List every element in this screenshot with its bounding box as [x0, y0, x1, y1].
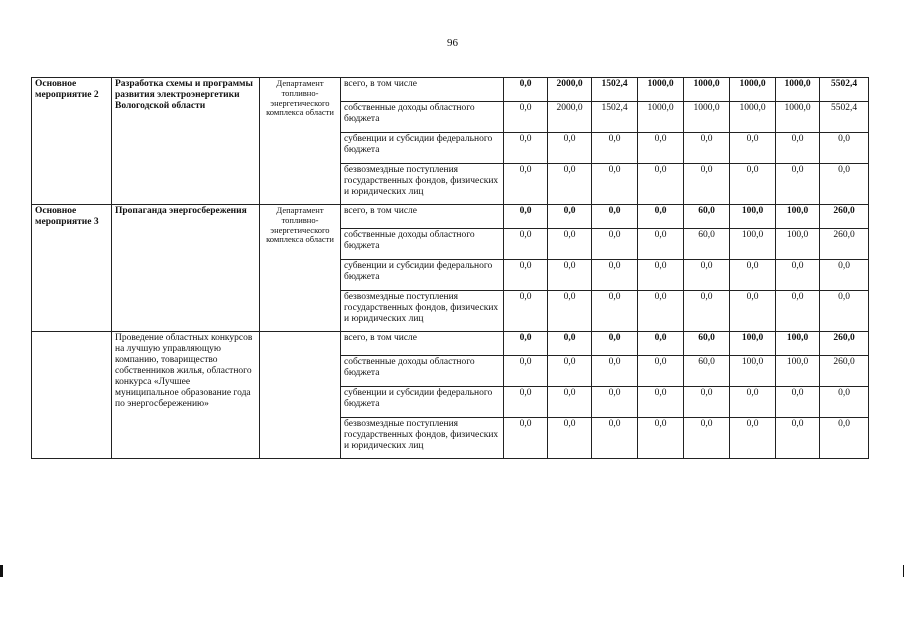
value-cell: 100,0	[730, 332, 776, 356]
value-cell: 0,0	[684, 164, 730, 205]
value-cell: 0,0	[820, 387, 869, 418]
value-cell: 0,0	[730, 291, 776, 332]
value-cell: 0,0	[684, 133, 730, 164]
value-cell: 0,0	[730, 387, 776, 418]
funding-source-cell: субвенции и субсидии федерального бюджета	[341, 260, 504, 291]
funding-source-cell: безвозмездные поступления государственных фондов, физических и юридических лиц	[341, 291, 504, 332]
value-cell: 1000,0	[684, 78, 730, 102]
main-activity-cell	[32, 332, 112, 459]
value-cell: 0,0	[638, 133, 684, 164]
value-cell: 0,0	[504, 164, 548, 205]
value-cell: 0,0	[592, 418, 638, 459]
executor-cell	[260, 332, 341, 459]
value-cell: 60,0	[684, 229, 730, 260]
value-cell: 1502,4	[592, 102, 638, 133]
value-cell: 0,0	[592, 133, 638, 164]
value-cell: 0,0	[504, 387, 548, 418]
value-cell: 0,0	[548, 164, 592, 205]
value-cell: 0,0	[548, 356, 592, 387]
value-cell: 1000,0	[730, 102, 776, 133]
value-cell: 0,0	[684, 387, 730, 418]
value-cell: 0,0	[504, 356, 548, 387]
funding-source-cell: собственные доходы областного бюджета	[341, 229, 504, 260]
value-cell: 0,0	[730, 260, 776, 291]
value-cell: 100,0	[776, 356, 820, 387]
value-cell: 1000,0	[776, 102, 820, 133]
funding-source-cell: всего, в том числе	[341, 332, 504, 356]
value-cell: 1000,0	[730, 78, 776, 102]
value-cell: 0,0	[684, 291, 730, 332]
activity-title-cell: Проведение областных конкурсов на лучшую управляющую компанию, товарищество собственников жилья, областного конкурса «Лучшее муниципальное образование года по энергосбережению»	[112, 332, 260, 459]
value-cell: 5502,4	[820, 102, 869, 133]
value-cell: 1000,0	[684, 102, 730, 133]
value-cell: 0,0	[776, 291, 820, 332]
value-cell: 0,0	[504, 102, 548, 133]
value-cell: 0,0	[730, 133, 776, 164]
funding-source-cell: собственные доходы областного бюджета	[341, 102, 504, 133]
main-activity-cell: Основное мероприятие 3	[32, 205, 112, 332]
table-row	[32, 205, 869, 229]
value-cell: 0,0	[504, 291, 548, 332]
value-cell: 0,0	[730, 418, 776, 459]
value-cell: 1000,0	[776, 78, 820, 102]
value-cell: 0,0	[592, 229, 638, 260]
value-cell: 1502,4	[592, 78, 638, 102]
funding-source-cell: безвозмездные поступления государственных фондов, физических и юридических лиц	[341, 164, 504, 205]
value-cell: 60,0	[684, 205, 730, 229]
value-cell: 0,0	[638, 164, 684, 205]
funding-source-cell: безвозмездные поступления государственных фондов, физических и юридических лиц	[341, 418, 504, 459]
funding-source-cell: субвенции и субсидии федерального бюджета	[341, 133, 504, 164]
value-cell: 100,0	[730, 205, 776, 229]
value-cell: 0,0	[730, 164, 776, 205]
value-cell: 0,0	[592, 356, 638, 387]
table-row	[32, 332, 869, 356]
scan-edge-mark	[0, 565, 3, 577]
value-cell: 260,0	[820, 205, 869, 229]
value-cell: 260,0	[820, 229, 869, 260]
funding-source-cell: субвенции и субсидии федерального бюджета	[341, 387, 504, 418]
value-cell: 0,0	[592, 164, 638, 205]
value-cell: 0,0	[638, 260, 684, 291]
value-cell: 260,0	[820, 332, 869, 356]
value-cell: 0,0	[776, 260, 820, 291]
budget-table	[31, 77, 869, 459]
value-cell: 0,0	[820, 291, 869, 332]
value-cell: 0,0	[504, 418, 548, 459]
value-cell: 0,0	[504, 260, 548, 291]
value-cell: 1000,0	[638, 78, 684, 102]
table-row	[32, 78, 869, 102]
value-cell: 0,0	[638, 229, 684, 260]
value-cell: 0,0	[548, 291, 592, 332]
value-cell: 0,0	[638, 291, 684, 332]
activity-title-cell: Разработка схемы и программы развития электроэнергетики Вологодской области	[112, 78, 260, 205]
value-cell: 0,0	[548, 229, 592, 260]
value-cell: 0,0	[638, 418, 684, 459]
funding-source-cell: всего, в том числе	[341, 205, 504, 229]
value-cell: 0,0	[820, 164, 869, 205]
value-cell: 0,0	[504, 205, 548, 229]
funding-source-cell: всего, в том числе	[341, 78, 504, 102]
funding-source-cell: собственные доходы областного бюджета	[341, 356, 504, 387]
value-cell: 60,0	[684, 356, 730, 387]
value-cell: 0,0	[592, 205, 638, 229]
value-cell: 2000,0	[548, 78, 592, 102]
value-cell: 0,0	[684, 260, 730, 291]
value-cell: 0,0	[776, 133, 820, 164]
value-cell: 0,0	[684, 418, 730, 459]
value-cell: 0,0	[776, 164, 820, 205]
value-cell: 1000,0	[638, 102, 684, 133]
scan-edge-mark	[903, 565, 904, 577]
value-cell: 60,0	[684, 332, 730, 356]
value-cell: 0,0	[548, 418, 592, 459]
value-cell: 0,0	[548, 205, 592, 229]
value-cell: 100,0	[730, 356, 776, 387]
value-cell: 0,0	[638, 356, 684, 387]
value-cell: 0,0	[548, 133, 592, 164]
value-cell: 0,0	[504, 332, 548, 356]
value-cell: 0,0	[592, 332, 638, 356]
value-cell: 5502,4	[820, 78, 869, 102]
activity-title-cell: Пропаганда энергосбережения	[112, 205, 260, 332]
value-cell: 100,0	[776, 332, 820, 356]
value-cell: 0,0	[638, 387, 684, 418]
value-cell: 0,0	[776, 387, 820, 418]
value-cell: 0,0	[638, 205, 684, 229]
value-cell: 0,0	[504, 133, 548, 164]
main-activity-cell: Основное мероприятие 2	[32, 78, 112, 205]
value-cell: 0,0	[592, 291, 638, 332]
value-cell: 0,0	[548, 332, 592, 356]
value-cell: 100,0	[776, 229, 820, 260]
executor-cell: Департамент топливно-энергетического комплекса области	[260, 205, 341, 332]
value-cell: 2000,0	[548, 102, 592, 133]
value-cell: 100,0	[776, 205, 820, 229]
value-cell: 0,0	[820, 418, 869, 459]
value-cell: 0,0	[638, 332, 684, 356]
value-cell: 0,0	[592, 387, 638, 418]
value-cell: 0,0	[504, 78, 548, 102]
value-cell: 0,0	[776, 418, 820, 459]
value-cell: 0,0	[820, 260, 869, 291]
page-number: 96	[447, 37, 458, 49]
value-cell: 0,0	[504, 229, 548, 260]
value-cell: 0,0	[820, 133, 869, 164]
value-cell: 100,0	[730, 229, 776, 260]
value-cell: 260,0	[820, 356, 869, 387]
value-cell: 0,0	[548, 387, 592, 418]
executor-cell: Департамент топливно-энергетического комплекса области	[260, 78, 341, 205]
value-cell: 0,0	[592, 260, 638, 291]
value-cell: 0,0	[548, 260, 592, 291]
